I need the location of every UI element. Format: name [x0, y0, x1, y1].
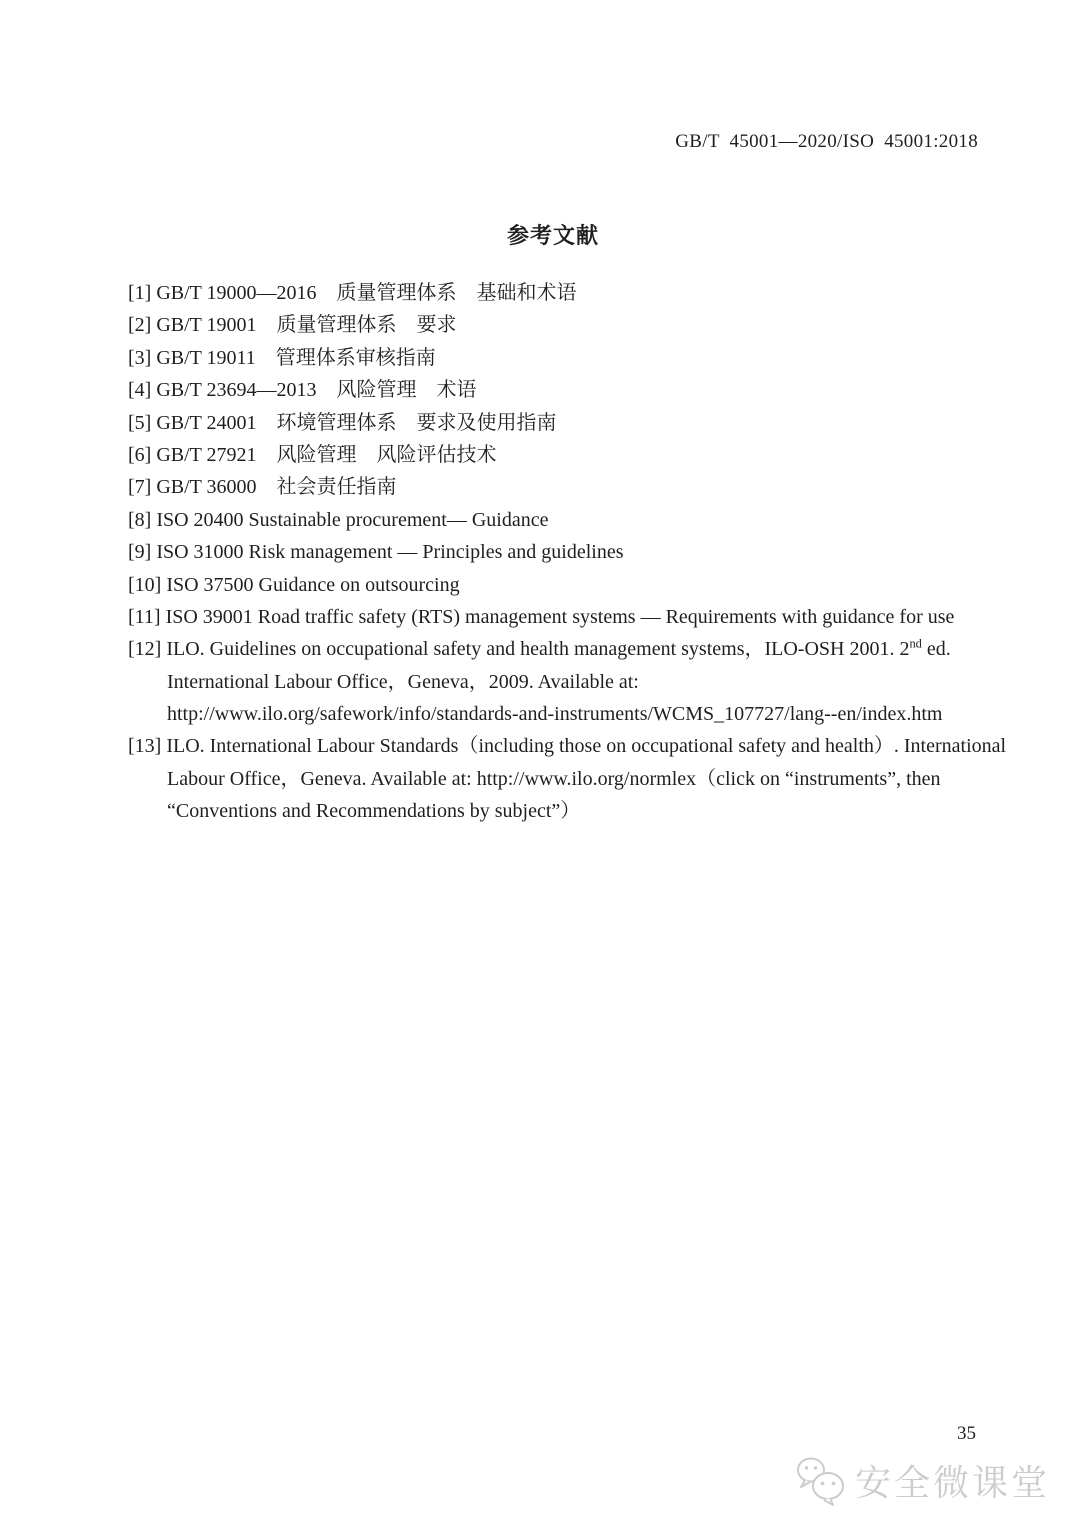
page-number: 35 — [957, 1423, 976, 1444]
reference-line: Labour Office，Geneva. Available at: http://www.ilo.org/normlex（click on “instruments”, then — [167, 767, 941, 790]
references-list — [128, 277, 1028, 828]
reference-item — [128, 633, 1028, 730]
reference-line: http://www.ilo.org/safework/info/standards-and-instruments/WCMS_107727/lang--en/index.htm — [167, 703, 943, 726]
reference-line: [4] GB/T 23694—2013 风险管理 术语 — [128, 379, 477, 402]
reference-line: International Labour Office，Geneva，2009. Available at: — [167, 670, 639, 693]
reference-item — [128, 471, 1028, 503]
reference-item — [128, 730, 1028, 827]
reference-line: [10] ISO 37500 Guidance on outsourcing — [128, 573, 460, 596]
reference-line: [6] GB/T 27921 风险管理 风险评估技术 — [128, 443, 497, 466]
reference-item — [128, 569, 1028, 601]
page-header: GB/T 45001—2020/ISO 45001:2018 — [675, 131, 978, 152]
reference-line: [7] GB/T 36000 社会责任指南 — [128, 476, 397, 499]
reference-item — [128, 374, 1028, 406]
reference-line: [5] GB/T 24001 环境管理体系 要求及使用指南 — [128, 411, 557, 434]
reference-item — [128, 309, 1028, 341]
reference-item — [128, 342, 1028, 374]
reference-line: [2] GB/T 19001 质量管理体系 要求 — [128, 314, 457, 337]
page-title: 参考文献 — [506, 223, 599, 248]
reference-line: [3] GB/T 19011 管理体系审核指南 — [128, 346, 436, 369]
reference-item — [128, 407, 1028, 439]
reference-line: [12] ILO. Guidelines on occupational safety and health management systems，ILO-OSH 2001. 2nd ed. — [128, 636, 951, 661]
reference-item — [128, 601, 1028, 633]
reference-line: [13] ILO. International Labour Standards（including those on occupational safety and health）. International — [128, 735, 1007, 758]
reference-item — [128, 439, 1028, 471]
reference-item — [128, 504, 1028, 536]
reference-line: [11] ISO 39001 Road traffic safety (RTS) management systems — Requirements with guidance for use — [128, 605, 955, 628]
watermark-text: 安全微课堂 — [854, 1463, 1050, 1503]
reference-line: [8] ISO 20400 Sustainable procurement— Guidance — [128, 508, 549, 531]
reference-line: “Conventions and Recommendations by subject”） — [167, 800, 581, 823]
reference-line: [1] GB/T 19000—2016 质量管理体系 基础和术语 — [128, 282, 577, 304]
reference-item — [128, 277, 1028, 309]
wechat-icon — [795, 1456, 847, 1506]
reference-item — [128, 536, 1028, 568]
reference-line: [9] ISO 31000 Risk management — Principles and guidelines — [128, 541, 624, 564]
watermark — [795, 1455, 1050, 1506]
